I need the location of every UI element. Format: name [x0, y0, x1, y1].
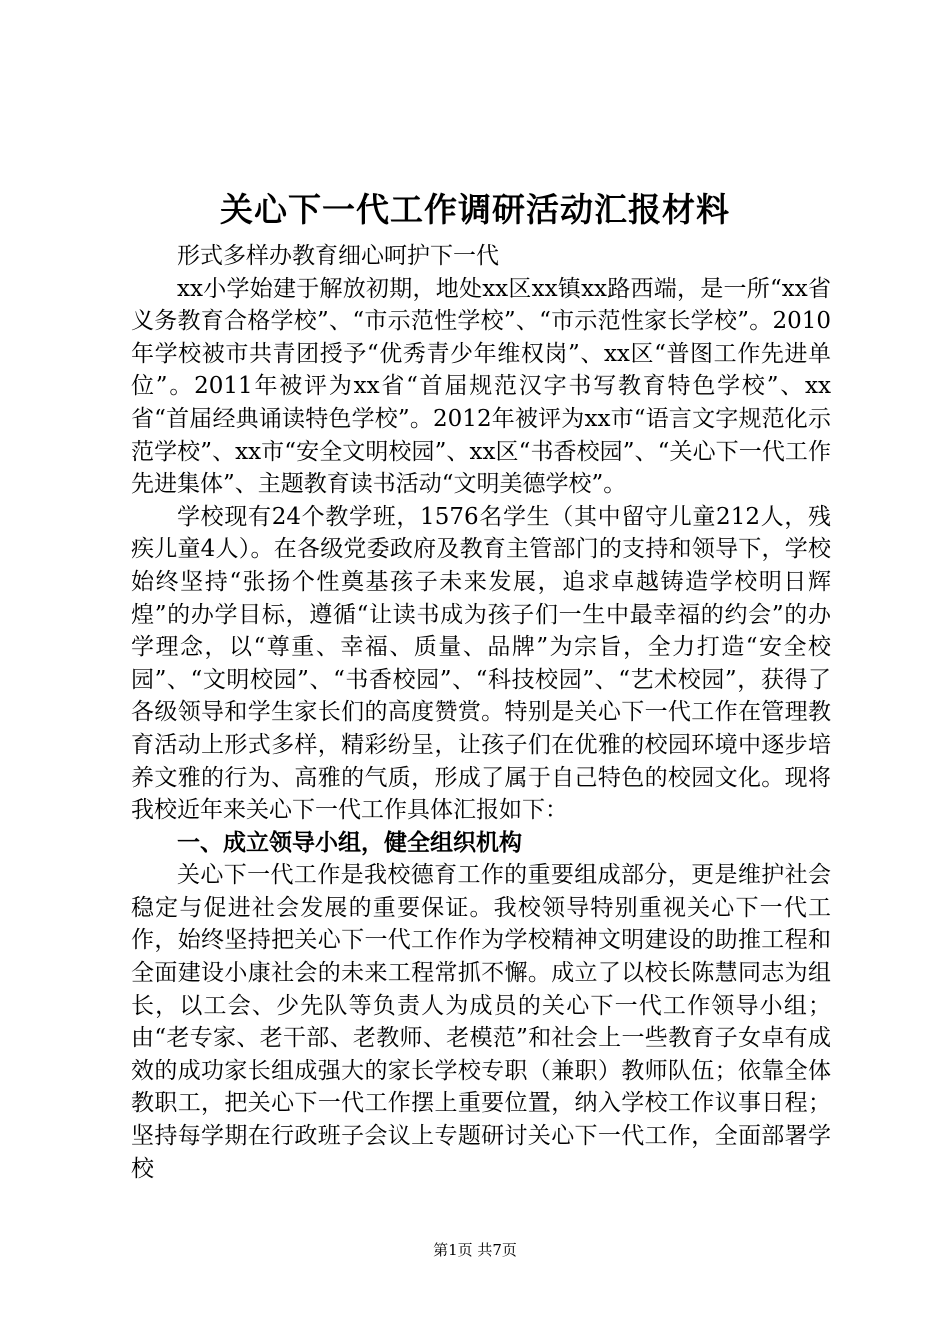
document-subtitle: 形式多样办教育细心呵护下一代 — [177, 243, 499, 269]
paragraph-school-intro: xx小学始建于解放初期，地处xx区xx镇xx路西端，是一所“xx省义务教育合格学校”、“市示范性学校”、“市示范性家长学校”。2010年学校被市共青团授予“优秀青少年维权岗”、xx区“普图工作先进单位”。2011年被评为xx省“首届规范汉字书写教育特色学校”、xx省“首届经典诵读特色学校”。2012年被评为xx市“语言文字规范化示范学校”、xx市“安全文明校园”、xx区“书香校园”、“关心下一代工作先进集体”、主题教育读书活动“文明美德学校”。 — [131, 275, 831, 498]
document-title: 关心下一代工作调研活动汇报材料 — [220, 190, 730, 229]
section-heading: 一、成立领导小组，健全组织机构 — [177, 829, 522, 856]
paragraph-section-one: 关心下一代工作是我校德育工作的重要组成部分，更是维护社会稳定与促进社会发展的重要保证。我校领导特别重视关心下一代工作，始终坚持把关心下一代工作作为学校精神文明建设的助推工程和全面建设小康社会的未来工程常抓不懈。成立了以校长陈慧同志为组长，以工会、少先队等负责人为成员的关心下一代工作领导小组；由“老专家、老干部、老教师、老模范”和社会上一些教育子女卓有成效的成功家长组成强大的家长学校专职（兼职）教师队伍；依靠全体教职工，把关心下一代工作摆上重要位置，纳入学校工作议事日程；坚持每学期在行政班子会议上专题研讨关心下一代工作，全面部署学校 — [131, 862, 831, 1182]
page-number-footer: 第1页 共7页 — [433, 1241, 517, 1259]
document-body — [131, 240, 831, 1185]
paragraph-school-overview: 学校现有24个教学班，1576名学生（其中留守儿童212人，残疾儿童4人）。在各级党委政府及教育主管部门的支持和领导下，学校始终坚持“张扬个性奠基孩子未来发展，追求卓越铸造学校明日辉煌”的办学目标，遵循“让读书成为孩子们一生中最幸福的约会”的办学理念，以“尊重、幸福、质量、品牌”为宗旨，全力打造“安全校园”、“文明校园”、“书香校园”、“科技校园”、“艺术校园”，获得了各级领导和学生家长们的高度赞赏。特别是关心下一代工作在管理教育活动上形式多样，精彩纷呈，让孩子们在优雅的校园环境中逐步培养文雅的行为、高雅的气质，形成了属于自己特色的校园文化。现将我校近年来关心下一代工作具体汇报如下： — [131, 503, 831, 824]
